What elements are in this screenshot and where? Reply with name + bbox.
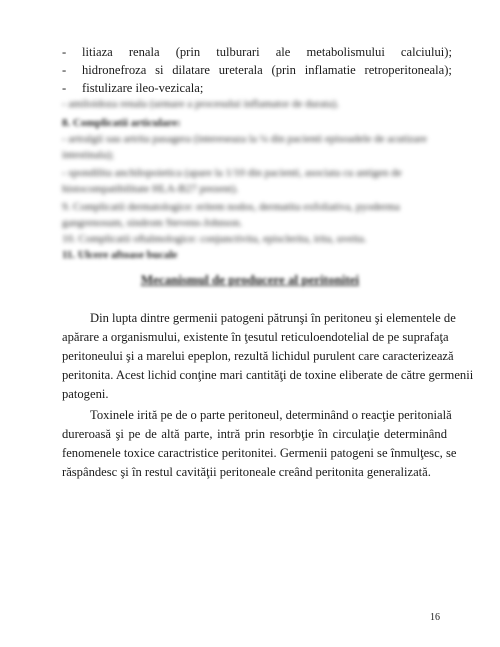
blurred-heading: 9. Complicatii dermatologice: eritem nodos, dermatita exfoliativa, pyoderma — [62, 201, 400, 213]
blurred-line: gangrenosum, sindrom Stevens-Johnson. — [62, 217, 243, 229]
paragraph-line: Toxinele irită pe de o parte peritoneul, determinând o reacţie peritonială — [90, 408, 452, 422]
blurred-heading: 8. Complicatii articulare: — [62, 117, 181, 129]
paragraph-line: peritoneului şi a marelui epeplon, rezultă lichidul purulent care caracterizează — [62, 349, 454, 363]
paragraph-2 — [62, 406, 457, 482]
paragraph-line: răspândesc şi în restul cavităţii peritoneale creând peritonita generalizată. — [62, 465, 431, 479]
list-dash: - — [62, 45, 67, 59]
list-item-hidronefroza — [62, 62, 452, 78]
list-dash: - — [62, 81, 67, 95]
paragraph-line: dureroasă şi pe de altă parte, intră prin resorbţie în circulaţie determinând — [62, 427, 447, 441]
paragraph-line: apărare a organismului, existente în ţesutul reticuloendotelial de pe suprafaţa — [62, 330, 449, 344]
paragraph-line: peritonita. Acest lichid conţine mari cantităţi de toxine eliberate de către germenii — [62, 368, 474, 382]
page-number: 16 — [430, 612, 440, 623]
paragraph-1 — [62, 309, 474, 404]
paragraph-line: patogeni. — [62, 387, 109, 401]
list-item-litiaza — [62, 44, 452, 60]
section-title: Mecanismul de producere al peritonitei — [140, 272, 360, 287]
list-item-text: litiaza renala (prin tulburari ale metabolismului calciului); — [82, 45, 452, 59]
blurred-heading: 10. Complicatii oftalmologice: conjunctivita, episclerita, irita, uveita. — [62, 233, 367, 245]
list-dash: - — [62, 63, 67, 77]
blurred-line: intestinala); — [62, 149, 114, 161]
blurred-line: - spondilita anchilopoietica (apare la 1/10 din pacienti, asociata cu antigen de — [62, 167, 402, 179]
list-item-text: fistulizare ileo-vezicala; — [82, 81, 204, 95]
blurred-line: histocompatibilitate HLA-B27 prezent). — [62, 183, 239, 195]
list-item-text: hidronefroza si dilatare ureterala (prin inflamatie retroperitoneala); — [82, 63, 452, 77]
blurred-line: - amiloidoza renala (urmare a procesului inflamator de durata). — [62, 98, 340, 110]
blurred-line: - artralgii sau artrita pasagera (intereseaza la ¼ din pacienti episoadele de acutizare — [62, 133, 427, 145]
list-item-fistulizare — [62, 80, 452, 96]
paragraph-line: Din lupta dintre germenii patogeni pătrunşi în peritoneu şi elementele de — [90, 311, 456, 325]
paragraph-line: fenomenele toxice caractristice peritonitei. Germenii patogeni se înmulţesc, se — [62, 446, 457, 460]
blurred-heading: 11. Ulcere aftoase bucale — [62, 249, 178, 261]
